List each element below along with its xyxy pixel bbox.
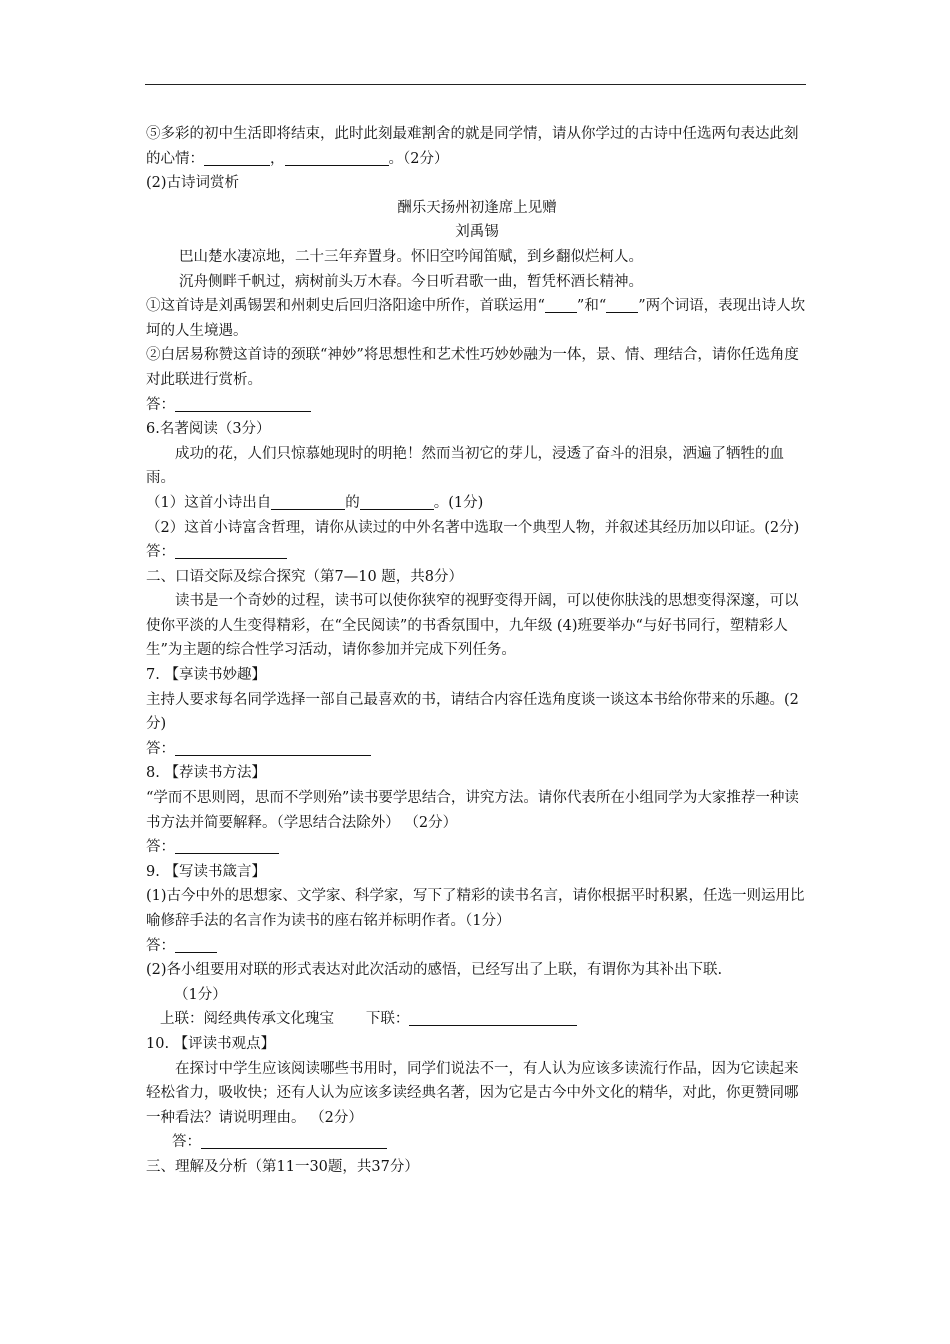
q5-5: ⑤多彩的初中生活即将结束，此时此刻最难割舍的就是同学情，请从你学过的古诗中任选两句表达此刻的心情： ， 。（2分）: [146, 126, 799, 167]
part2-heading: 二、口语交际及综合探究（第7—10 题，共8分）: [146, 568, 464, 585]
q9-couplet: [146, 1007, 808, 1032]
poem-answer-line[interactable]: [175, 395, 311, 412]
poem-q2: ②白居易称赞这首诗的颈联“神妙”将思想性和艺术性巧妙妙融为一体，景、情、理结合，请你任选角度对此联进行赏析。: [146, 347, 799, 388]
q5-5-blank-1[interactable]: [204, 149, 270, 166]
q7-answer-line[interactable]: [175, 739, 371, 756]
q6-answer-line[interactable]: [175, 542, 287, 559]
q8-text: “学而不思则罔，思而不学则殆”读书要学思结合，讲究方法。请你代表所在小组同学为大家推荐一种读书方法并简要解释。（学思结合法除外） （2分）: [146, 790, 799, 831]
header-rule: [145, 84, 806, 85]
q8-answer: 答：: [146, 835, 808, 860]
couplet-upper: 上联：阅经典传承文化瑰宝: [160, 1011, 334, 1028]
q10-heading: 10. 【评读书观点】: [146, 1035, 276, 1052]
couplet-lower-label: 下联：: [365, 1011, 410, 1028]
q9-sub2-score: （1分）: [174, 986, 227, 1003]
q7-heading: 7. 【享读书妙趣】: [146, 667, 266, 684]
q9-sub1: (1)古今中外的思想家、文学家、科学家，写下了精彩的读书名言，请你根据平时积累，任选一则运用比喻修辞手法的名言作为读书的座右铭并标明作者。（1分）: [146, 888, 805, 929]
poem-answer: 答：: [146, 393, 808, 418]
q9-heading: 9. 【写读书箴言】: [146, 863, 266, 880]
poem-q1-blank-2[interactable]: [606, 296, 638, 313]
q6-blank-1[interactable]: [271, 493, 345, 510]
q10-answer: 答：: [146, 1130, 808, 1155]
poem-line-2: 沉舟侧畔千帆过，病树前头万木春。今日听君歌一曲，暂凭杯酒长精神。: [179, 273, 643, 290]
q6-sub2: （2）这首小诗富含哲理，请你从读过的中外名著中选取一个典型人物，并叙述其经历加以印证。(2分): [146, 519, 800, 536]
q6-sub1: （1）这首小诗出自 的 。(1分): [146, 494, 484, 511]
q9-answer: 答：: [146, 934, 808, 959]
poem-q1: ①这首诗是刘禹锡罢和州刺史后回归洛阳途中所作，首联运用“ ”和“ ”两个词语，表现出诗人坎坷的人生境遇。: [146, 298, 806, 339]
q8-heading: 8. 【荐读书方法】: [146, 765, 266, 782]
q7-answer: 答：: [146, 737, 808, 762]
q5-5-blank-2[interactable]: [285, 149, 389, 166]
part3-heading: 三、理解及分析（第11一30题，共37分）: [146, 1158, 419, 1175]
q10-answer-line[interactable]: [201, 1132, 387, 1149]
poem-author: 刘禹锡: [455, 224, 499, 241]
part2-intro: 读书是一个奇妙的过程，读书可以使你狭窄的视野变得开阔，可以使你肤浅的思想变得深邃，可以使你平淡的人生变得精彩，在“全民阅读”的书香氛围中，九年级 (4)班要举办“与好书同行，塑精彩人生”为主题的综合性学习活动，请你参加并完成下列任务。: [146, 593, 799, 659]
q6-blank-2[interactable]: [360, 493, 434, 510]
q6-passage: 成功的花，人们只惊慕她现时的明艳！然而当初它的芽儿，浸透了奋斗的泪泉，洒遍了牺牲的血雨。: [146, 445, 784, 487]
poem-q1-blank-1[interactable]: [545, 296, 577, 313]
couplet-lower-line[interactable]: [409, 1009, 577, 1026]
exam-page: [146, 122, 808, 1180]
poem-section-heading: (2)古诗词赏析: [146, 175, 240, 192]
q6-answer: 答：: [146, 540, 808, 565]
q7-text: 主持人要求每名同学选择一部自己最喜欢的书，请结合内容任选角度谈一谈这本书给你带来的乐趣。(2分): [146, 691, 799, 733]
q6-heading: 6.名著阅读（3分）: [146, 421, 271, 438]
q9-sub2: (2)各小组要用对联的形式表达对此次活动的感悟，已经写出了上联，有谓你为其补出下联.: [146, 962, 723, 979]
poem-line-1: 巴山楚水凄凉地，二十三年弃置身。怀旧空吟闻笛赋，到乡翻似烂柯人。: [179, 248, 643, 265]
q9-answer-line[interactable]: [175, 936, 217, 953]
q10-text: 在探讨中学生应该阅读哪些书用时，同学们说法不一，有人认为应该多读流行作品，因为它读起来轻松省力，吸收快；还有人认为应该多读经典名著，因为它是古今中外文化的精华，对此，你更赞同哪一种看法？请说明理由。 （2分）: [146, 1060, 799, 1126]
poem-title: 酬乐天扬州初逢席上见赠: [397, 199, 557, 216]
q8-answer-line[interactable]: [175, 837, 279, 854]
